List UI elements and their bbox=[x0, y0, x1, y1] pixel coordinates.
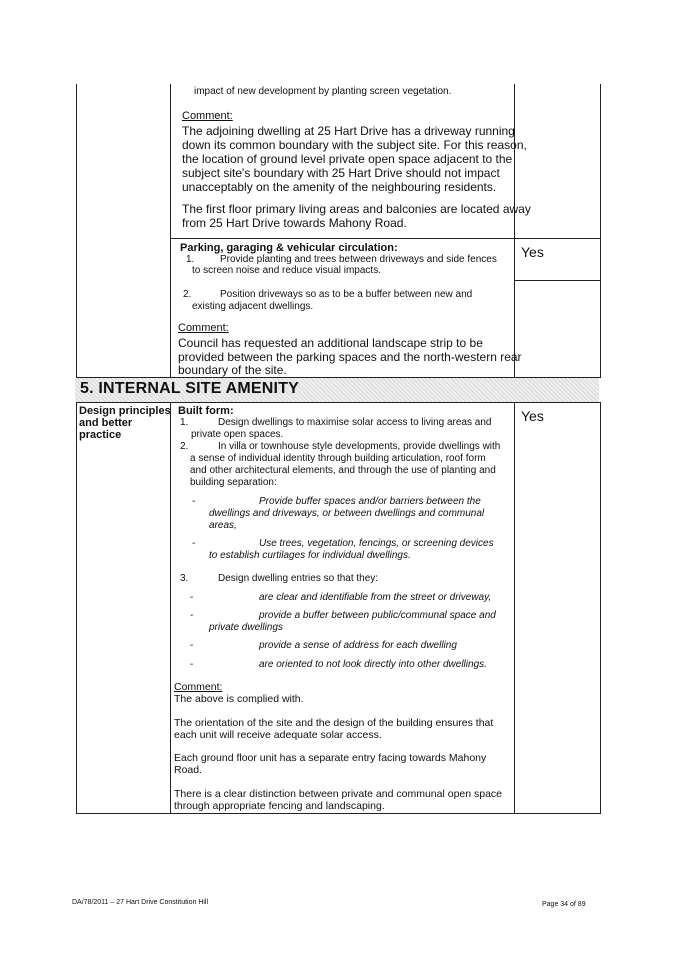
paragraph-line: Each ground floor unit has a separate entry facing towards Mahony bbox=[174, 752, 487, 764]
comment-line: subject site's boundary with 25 Hart Drive should not impact bbox=[182, 166, 500, 180]
comment-line: unacceptably on the amenity of the neighbouring residents. bbox=[182, 180, 497, 194]
table-border-right bbox=[600, 402, 601, 814]
list-number: 2. bbox=[183, 289, 192, 300]
table-column-divider bbox=[514, 402, 515, 814]
comment-line: provided between the parking spaces and the north-western rear bbox=[178, 350, 522, 364]
bullet-text: provide a sense of address for each dwelling bbox=[259, 640, 457, 651]
compliance-value: Yes bbox=[521, 408, 544, 424]
bullet-text: are oriented to not look directly into other dwellings. bbox=[259, 659, 487, 670]
note-line: from 25 Hart Drive towards Mahony Road. bbox=[182, 216, 407, 230]
comment-label: Comment: bbox=[178, 322, 229, 334]
table-column-divider bbox=[170, 84, 171, 378]
footer-page-number: Page 34 of 89 bbox=[542, 901, 586, 908]
compliance-value: Yes bbox=[521, 244, 544, 260]
footer-reference: DA/78/2011 – 27 Hart Drive Constitution Hill bbox=[72, 899, 209, 906]
paragraph-line: There is a clear distinction between private and communal open space bbox=[174, 788, 503, 800]
table-bottom-border bbox=[76, 813, 600, 814]
table-row-divider bbox=[514, 280, 600, 281]
comment-line: down its common boundary with the subject site. For this reason, bbox=[182, 138, 527, 152]
table-border-right bbox=[600, 84, 601, 378]
bullet-dash: - bbox=[192, 496, 196, 507]
table-border-left bbox=[76, 402, 77, 814]
list-item-text: Design dwelling entries so that they: bbox=[218, 573, 379, 584]
list-item-text: existing adjacent dwellings. bbox=[192, 301, 314, 312]
bullet-text: dwellings and driveways, or between dwellings and communal bbox=[209, 508, 485, 519]
bullet-text: to establish curtilages for individual dwellings. bbox=[209, 550, 411, 561]
row-label: practice bbox=[79, 429, 122, 441]
table-row-divider bbox=[170, 238, 600, 239]
comment-line: Council has requested an additional landscape strip to be bbox=[178, 336, 483, 350]
list-number: 3. bbox=[180, 573, 189, 584]
comment-line: The above is complied with. bbox=[174, 693, 304, 705]
continuation-text: impact of new development by planting screen vegetation. bbox=[194, 86, 452, 97]
list-item-text: Position driveways so as to be a buffer between new and bbox=[220, 289, 473, 300]
bullet-text: Provide buffer spaces and/or barriers between the bbox=[259, 496, 481, 507]
row-label: and better bbox=[79, 417, 133, 429]
bullet-text: are clear and identifiable from the street or driveway, bbox=[259, 592, 492, 603]
comment-line: The adjoining dwelling at 25 Hart Drive has a driveway running bbox=[182, 124, 515, 138]
table-column-divider bbox=[170, 402, 171, 814]
paragraph-line: Road. bbox=[174, 764, 203, 776]
paragraph-line: each unit will receive adequate solar access. bbox=[174, 729, 382, 741]
row-label: Design principles bbox=[79, 405, 171, 417]
comment-label: Comment: bbox=[182, 110, 233, 122]
list-number: 2. bbox=[180, 441, 189, 452]
paragraph-line: through appropriate fencing and landscaping. bbox=[174, 800, 385, 812]
list-item-text: Provide planting and trees between driveways and side fences bbox=[220, 254, 497, 265]
comment-line: boundary of the site. bbox=[178, 363, 287, 377]
note-line: The first floor primary living areas and balconies are located away bbox=[182, 202, 531, 216]
built-form-heading: Built form: bbox=[178, 405, 234, 417]
bullet-dash: - bbox=[192, 538, 196, 549]
bullet-text: areas, bbox=[209, 520, 237, 531]
list-number: 1. bbox=[186, 254, 195, 265]
list-item-text: and other architectural elements, and through the use of planting and bbox=[190, 465, 496, 476]
bullet-text: private dwellings bbox=[209, 622, 283, 633]
list-item-text: building separation: bbox=[190, 477, 277, 488]
bullet-dash: - bbox=[190, 610, 194, 621]
comment-line: the location of ground level private open space adjacent to the bbox=[182, 152, 513, 166]
list-item-text: to screen noise and reduce visual impacts. bbox=[192, 265, 381, 276]
section-title: 5. INTERNAL SITE AMENITY bbox=[80, 380, 300, 397]
list-number: 1. bbox=[180, 417, 189, 428]
list-item-text: In villa or townhouse style developments, provide dwellings with bbox=[218, 441, 501, 452]
bullet-dash: - bbox=[190, 640, 194, 651]
paragraph-line: The orientation of the site and the design of the building ensures that bbox=[174, 717, 494, 729]
table-row-divider bbox=[76, 402, 600, 403]
comment-label: Comment: bbox=[174, 681, 223, 693]
parking-heading: Parking, garaging & vehicular circulation: bbox=[180, 242, 398, 254]
list-item-text: Design dwellings to maximise solar access to living areas and bbox=[218, 417, 492, 428]
list-item-text: private open spaces. bbox=[191, 429, 284, 440]
bullet-dash: - bbox=[190, 659, 194, 670]
bullet-text: Use trees, vegetation, fencings, or screening devices bbox=[259, 538, 494, 549]
bullet-text: provide a buffer between public/communal space and bbox=[259, 610, 496, 621]
bullet-dash: - bbox=[190, 592, 194, 603]
table-border-left bbox=[76, 84, 77, 378]
list-item-text: a sense of individual identity through building articulation, roof form bbox=[190, 453, 486, 464]
